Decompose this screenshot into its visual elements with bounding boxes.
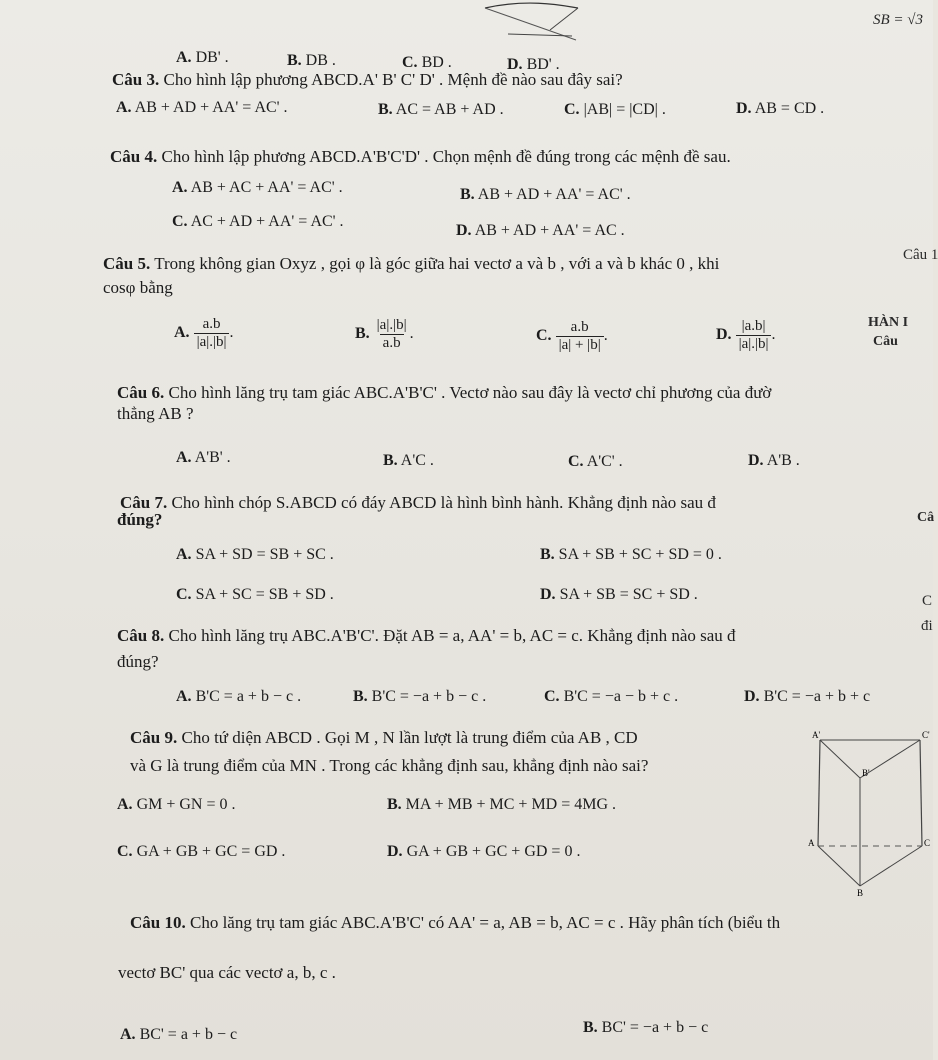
figure-label-mid: B' bbox=[862, 768, 870, 778]
q10-option-b[interactable]: B. BC' = −a + b − c bbox=[583, 1019, 709, 1036]
q2-option-a[interactable]: A. DB' . bbox=[176, 49, 229, 66]
sb-fragment: SB = √3 bbox=[873, 12, 924, 28]
q6-option-d[interactable]: D. A'B . bbox=[748, 452, 800, 469]
q3-option-b[interactable]: B. AC = AB + AD . bbox=[378, 101, 504, 118]
q6-option-b[interactable]: B. A'C . bbox=[383, 452, 434, 469]
fraction: $\frac{|a|.|b|}{a.b}$ bbox=[376, 317, 407, 351]
fraction: $\frac{a.b}{|a| + |b|}$ bbox=[556, 319, 604, 354]
q4-option-c[interactable]: C. AC + AD + AA' = AC' . bbox=[172, 213, 344, 230]
q6-option-c[interactable]: C. A'C' . bbox=[568, 453, 623, 470]
q5-option-b[interactable]: B. $\frac{|a|.|b|}{a.b}$ . bbox=[355, 317, 414, 351]
q7-option-c[interactable]: C. SA + SC = SB + SD . bbox=[176, 586, 334, 603]
figure-label-bot-left: A bbox=[808, 838, 815, 848]
right-edge-cau-1: Câu 1 bbox=[903, 247, 938, 263]
figure-label-top-right: C' bbox=[922, 730, 930, 740]
q4-option-b[interactable]: B. AB + AD + AA' = AC' . bbox=[460, 186, 631, 203]
fraction: $\frac{a.b}{|a|.|b|}$ bbox=[194, 316, 230, 351]
right-edge-han: HÀN I bbox=[868, 315, 909, 330]
q5-option-d[interactable]: D. $\frac{|a.b|}{|a|.|b|}$ . bbox=[716, 318, 776, 352]
question-8-cont: đúng? bbox=[117, 652, 159, 671]
q7-option-a[interactable]: A. SA + SD = SB + SC . bbox=[176, 546, 334, 563]
question-10-cont: vectơ BC' qua các vectơ a, b, c . bbox=[118, 963, 336, 982]
q8-option-b[interactable]: B. B'C = −a + b − c . bbox=[353, 688, 487, 705]
q3-option-a[interactable]: A. AB + AD + AA' = AC' . bbox=[116, 99, 288, 116]
question-7-cont: đúng? bbox=[117, 510, 163, 529]
question-9: Câu 9. Cho tứ diện ABCD . Gọi M , N lần lượt là trung điểm của AB , CD bbox=[130, 728, 638, 747]
q9-option-a[interactable]: A. GM + GN = 0 . bbox=[117, 796, 236, 813]
question-5: Câu 5. Trong không gian Oxyz , gọi φ là góc giữa hai vectơ a và b , với a và b khác 0 , khi bbox=[103, 254, 720, 273]
right-edge-ca: Câ bbox=[917, 510, 935, 525]
question-9-cont: và G là trung điểm của MN . Trong các khẳng định sau, khẳng định nào sai? bbox=[130, 756, 649, 775]
q7-option-b[interactable]: B. SA + SB + SC + SD = 0 . bbox=[540, 546, 722, 563]
figure-label-bottom: B bbox=[857, 888, 864, 898]
q8-option-c[interactable]: C. B'C = −a − b + c . bbox=[544, 688, 679, 705]
fraction: $\frac{|a.b|}{|a|.|b|}$ bbox=[736, 318, 772, 353]
q7-option-d[interactable]: D. SA + SB = SC + SD . bbox=[540, 586, 698, 603]
q8-option-d[interactable]: D. B'C = −a + b + c bbox=[744, 688, 871, 705]
q9-option-c[interactable]: C. GA + GB + GC = GD . bbox=[117, 843, 286, 860]
figure-label-bot-right: C bbox=[924, 838, 931, 848]
q3-option-d[interactable]: D. AB = CD . bbox=[736, 100, 825, 117]
q5-option-a[interactable]: A. $\frac{a.b}{|a|.|b|}$ . bbox=[174, 316, 234, 350]
prism-figure bbox=[800, 728, 933, 898]
question-5-cont: cosφ bằng bbox=[103, 278, 173, 297]
q2-option-b[interactable]: B. DB . bbox=[287, 52, 336, 69]
question-3: Câu 3. Cho hình lập phương ABCD.A' B' C' D' . Mệnh đề nào sau đây sai? bbox=[112, 70, 623, 89]
question-10: Câu 10. Cho lăng trụ tam giác ABC.A'B'C' có AA' = a, AB = b, AC = c . Hãy phân tích (biểu th bbox=[130, 913, 781, 932]
q2-option-c[interactable]: C. BD . bbox=[402, 54, 452, 71]
right-edge-c: C bbox=[922, 593, 933, 609]
q10-option-a[interactable]: A. BC' = a + b − c bbox=[120, 1026, 238, 1043]
right-edge-di: đi bbox=[921, 618, 933, 634]
q4-option-a[interactable]: A. AB + AC + AA' = AC' . bbox=[172, 179, 343, 196]
q9-option-d[interactable]: D. GA + GB + GC + GD = 0 . bbox=[387, 843, 581, 860]
q5-option-c[interactable]: C. $\frac{a.b}{|a| + |b|}$ . bbox=[536, 319, 608, 353]
q2-option-d[interactable]: D. BD' . bbox=[507, 56, 560, 73]
top-sketch-figure bbox=[380, 0, 620, 50]
question-7: Câu 7. Cho hình chóp S.ABCD có đáy ABCD là hình bình hành. Khẳng định nào sau đ bbox=[120, 493, 716, 512]
q8-option-a[interactable]: A. B'C = a + b − c . bbox=[176, 688, 302, 705]
right-edge-cau-2: Câu bbox=[873, 334, 898, 349]
question-4: Câu 4. Cho hình lập phương ABCD.A'B'C'D' . Chọn mệnh đề đúng trong các mệnh đề sau. bbox=[110, 147, 731, 166]
q9-option-b[interactable]: B. MA + MB + MC + MD = 4MG . bbox=[387, 796, 617, 813]
figure-label-top-left: A' bbox=[812, 730, 821, 740]
question-6: Câu 6. Cho hình lăng trụ tam giác ABC.A'B'C' . Vectơ nào sau đây là vectơ chỉ phương của đườ bbox=[117, 383, 772, 402]
question-6-cont: thẳng AB ? bbox=[117, 404, 194, 423]
q4-option-d[interactable]: D. AB + AD + AA' = AC . bbox=[456, 222, 625, 239]
q3-option-c[interactable]: C. |AB| = |CD| . bbox=[564, 101, 666, 118]
q6-option-a[interactable]: A. A'B' . bbox=[176, 449, 231, 466]
question-8: Câu 8. Cho hình lăng trụ ABC.A'B'C'. Đặt AB = a, AA' = b, AC = c. Khẳng định nào sau đ bbox=[117, 626, 736, 645]
